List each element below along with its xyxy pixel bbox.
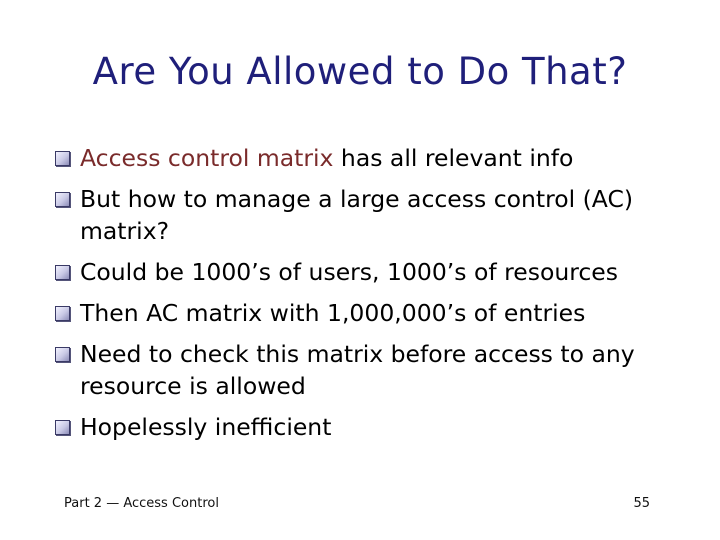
bullet-list [55,142,695,452]
bullet-item [55,411,695,443]
square-bullet-icon [55,151,70,166]
page-number: 55 [633,496,650,511]
square-bullet-icon [55,347,70,362]
bullet-text: Need to check this matrix before access to any resource is allowed [80,340,635,400]
bullet-item [55,338,695,402]
bullet-highlight: Access control matrix [80,144,334,172]
square-bullet-icon [55,192,70,207]
bullet-item [55,297,695,329]
bullet-text: Hopelessly inefficient [80,413,332,441]
square-bullet-icon [55,306,70,321]
slide-title: Are You Allowed to Do That? [92,50,628,93]
bullet-text: has all relevant info [333,144,574,172]
footer-course-label: Part 2 — Access Control [64,496,219,511]
bullet-item [55,256,695,288]
bullet-item [55,142,695,174]
square-bullet-icon [55,420,70,435]
bullet-text: Then AC matrix with 1,000,000’s of entries [80,299,586,327]
bullet-text: But how to manage a large access control (AC) matrix? [80,185,634,245]
square-bullet-icon [55,265,70,280]
bullet-text: Could be 1000’s of users, 1000’s of resources [80,258,618,286]
bullet-item [55,183,695,247]
